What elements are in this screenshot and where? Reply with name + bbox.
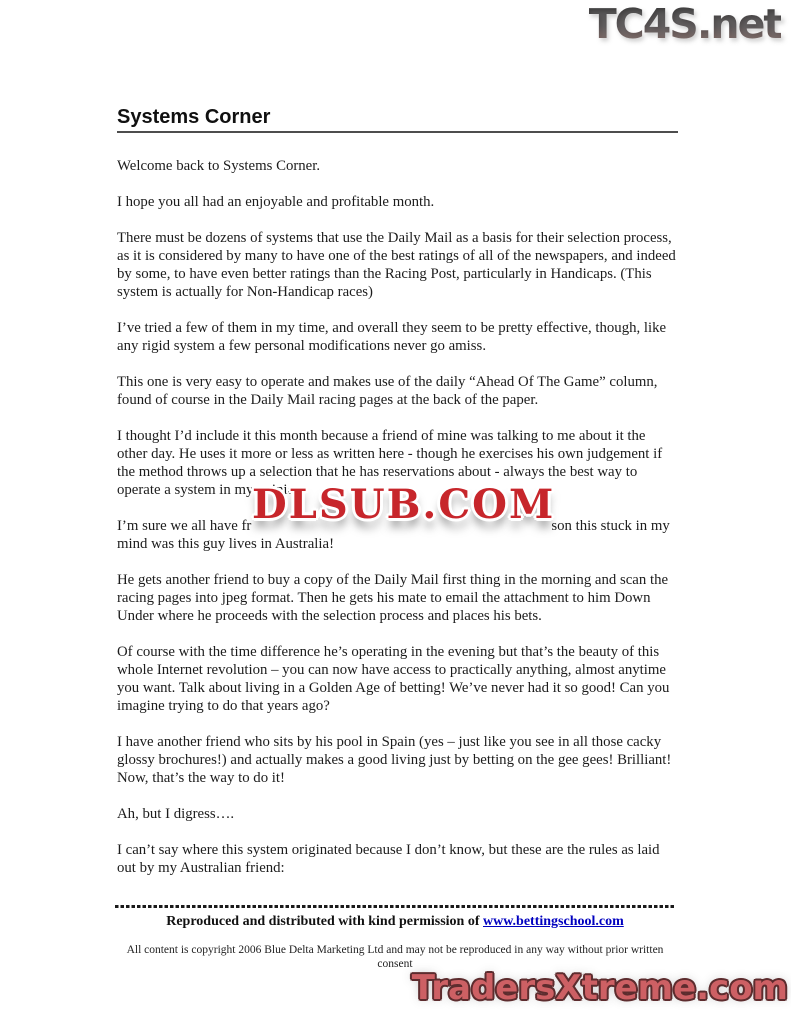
paragraph-daily-mail-systems: There must be dozens of systems that use the Daily Mail as a basis for their selection process, as it is considered by many to have one of the best ratings of all of the newspapers, and indeed by some, to have even better ratings than the Racing Post, particularly in Handicaps. (This system is actually for Non-Handicap races)	[117, 230, 676, 300]
paragraph-rules-intro: I can’t say where this system originated because I don’t know, but these are the rules as laid out by my Australian friend:	[117, 842, 660, 876]
footer	[115, 905, 675, 971]
dlsub-watermark-stamp: DLSUB.COM	[252, 481, 556, 528]
watermark-covered-text-gap	[251, 529, 551, 530]
paragraph-digress: Ah, but I digress….	[117, 806, 235, 822]
paragraph-golden-age: Of course with the time difference he’s operating in the evening but that’s the beauty of this whole Internet revolution – you can now have access to practically anything, almost anytime you want. Talk about living in a Golden Age of betting! We’ve never had it so good! Can you imagine trying to do that years ago?	[117, 644, 670, 714]
paragraph-tried-a-few: I’ve tried a few of them in my time, and overall they seem to be pretty effective, though, like any rigid system a few personal modifications never go amiss.	[117, 320, 667, 354]
dashed-divider	[115, 905, 675, 908]
paragraph-friend-of-mine: I thought I’d include it this month because a friend of mine was talking to me about it the other day. He uses it more or less as written here - though he exercises his own judgement if the method throws up a selection that he has reservations about - always the best way to operate a system in my opinion.	[117, 428, 663, 498]
paragraph-jpeg-scan: He gets another friend to buy a copy of the Daily Mail first thing in the morning and scan the racing pages into jpeg format. Then he gets his mate to email the attachment to him Down Under where he proceeds with the selection process and places his bets.	[117, 572, 669, 624]
tc4s-watermark-logo: TC4S.net	[588, 0, 781, 48]
obscured-text-before-gap: I’m sure we all have fr	[117, 518, 252, 534]
bettingschool-link[interactable]: www.bettingschool.com	[482, 913, 624, 929]
paragraph-pool-in-spain: I have another friend who sits by his pool in Spain (yes – just like you see in all those cacky glossy brochures!) and actually makes a good living just by betting on the gee gees! Brilliant! Now, that’s the way to do it!	[117, 734, 672, 786]
paragraph-hope: I hope you all had an enjoyable and profitable month.	[117, 194, 435, 210]
tradersxtreme-watermark-logo: TradersXtreme.com	[411, 968, 788, 1008]
permission-text: Reproduced and distributed with kind permission of	[166, 913, 483, 929]
copyright-line: All content is copyright 2006 Blue Delta Marketing Ltd and may not be reproduced in any way without prior written consent	[126, 943, 664, 970]
obscured-line-2: mind was this guy lives in Australia!	[117, 536, 335, 552]
paragraph-ahead-of-the-game: This one is very easy to operate and makes use of the daily “Ahead Of The Game” column, found of course in the Daily Mail racing pages at the back of the paper.	[117, 374, 658, 408]
page-title: Systems Corner	[117, 106, 678, 133]
obscured-text-after-gap: son this stuck in my	[551, 518, 670, 534]
paragraph-welcome: Welcome back to Systems Corner.	[117, 158, 321, 174]
permission-line	[115, 913, 675, 930]
